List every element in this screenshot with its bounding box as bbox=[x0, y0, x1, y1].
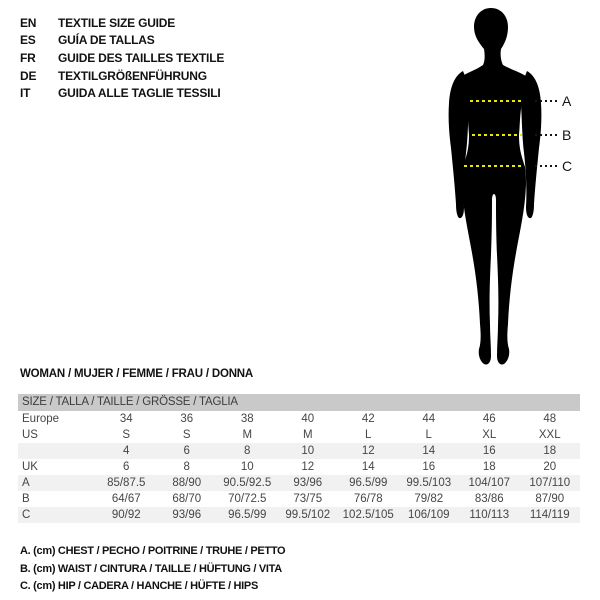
legend-row: A. (cm) CHEST / PECHO / POITRINE / TRUHE / PETTO bbox=[20, 545, 286, 557]
table-cell: 10 bbox=[240, 461, 254, 473]
table-row-label bbox=[18, 443, 96, 459]
measurement-legend bbox=[20, 545, 285, 598]
language-code: EN bbox=[20, 15, 37, 30]
table-cell: 70/72.5 bbox=[228, 493, 267, 505]
legend-row: B. (cm) WAIST / CINTURA / TAILLE / HÜFTUNG / VITA bbox=[20, 562, 282, 575]
table-row bbox=[18, 411, 580, 427]
table-cell: 16 bbox=[482, 445, 496, 457]
table-cell: 44 bbox=[422, 413, 436, 425]
table-cell: S bbox=[122, 429, 131, 441]
table-row-label: C bbox=[22, 509, 31, 521]
connector-line-a bbox=[535, 100, 558, 102]
table-cell: 114/119 bbox=[529, 509, 570, 521]
measure-line-b bbox=[472, 134, 522, 136]
measure-label-b: B bbox=[562, 127, 572, 143]
table-row-label: UK bbox=[22, 461, 38, 473]
table-row bbox=[18, 427, 580, 443]
table-cell: 14 bbox=[422, 445, 436, 457]
table-cell: 104/107 bbox=[468, 477, 511, 489]
silhouette-torso-path bbox=[455, 8, 534, 365]
table-cell: 68/70 bbox=[172, 493, 202, 505]
table-cell: 99.5/102 bbox=[285, 509, 331, 521]
table-cell: 38 bbox=[240, 413, 254, 425]
table-cell: 14 bbox=[361, 461, 375, 473]
size-table bbox=[18, 394, 580, 523]
table-cell: L bbox=[425, 429, 432, 441]
language-label: GUIDE DES TAILLES TEXTILE bbox=[58, 50, 225, 65]
table-cell: 48 bbox=[543, 413, 557, 425]
table-cell: 6 bbox=[123, 461, 130, 473]
language-code: FR bbox=[20, 50, 36, 65]
table-cell: 36 bbox=[180, 413, 194, 425]
gender-title: WOMAN / MUJER / FEMME / FRAU / DONNA bbox=[20, 368, 254, 380]
table-cell: 34 bbox=[119, 413, 133, 425]
table-cell: 12 bbox=[301, 461, 315, 473]
language-row bbox=[20, 32, 224, 50]
measure-line-c bbox=[464, 165, 524, 167]
table-cell: 88/90 bbox=[172, 477, 202, 489]
table-cell: 96.5/99 bbox=[349, 477, 388, 489]
table-cell: 102.5/105 bbox=[342, 509, 394, 521]
table-cell: 6 bbox=[183, 445, 190, 457]
language-label: GUÍA DE TALLAS bbox=[58, 33, 155, 48]
language-label: TEXTILGRÖßENFÜHRUNG bbox=[58, 68, 207, 83]
table-cell: 110/113 bbox=[469, 509, 510, 521]
connector-line-c bbox=[535, 165, 558, 167]
table-cell: 42 bbox=[361, 413, 375, 425]
language-list bbox=[20, 14, 224, 102]
table-cell: 40 bbox=[301, 413, 315, 425]
table-cell: M bbox=[302, 429, 313, 441]
table-row-label: A bbox=[22, 477, 30, 489]
table-cell: 8 bbox=[244, 445, 251, 457]
woman-silhouette bbox=[440, 4, 550, 370]
language-label: GUIDA ALLE TAGLIE TESSILI bbox=[58, 86, 221, 101]
table-row bbox=[18, 491, 580, 507]
body-figure bbox=[440, 4, 600, 370]
table-cell: XXL bbox=[538, 429, 561, 441]
table-row bbox=[18, 475, 580, 491]
language-code: ES bbox=[20, 33, 36, 48]
table-cell: S bbox=[182, 429, 191, 441]
table-row bbox=[18, 443, 580, 459]
table-cell: XL bbox=[482, 429, 497, 441]
size-table-rows bbox=[18, 411, 580, 523]
table-cell: 93/96 bbox=[172, 509, 202, 521]
size-table-header: SIZE / TALLA / TAILLE / GRÖSSE / TAGLIA bbox=[18, 394, 580, 411]
table-cell: 12 bbox=[361, 445, 375, 457]
connector-line-b bbox=[535, 134, 558, 136]
table-row bbox=[18, 459, 580, 475]
table-cell: 16 bbox=[422, 461, 436, 473]
language-row bbox=[20, 14, 224, 32]
language-code: IT bbox=[20, 86, 31, 101]
language-label: TEXTILE SIZE GUIDE bbox=[58, 15, 176, 30]
table-cell: 10 bbox=[301, 445, 315, 457]
table-cell: 18 bbox=[482, 461, 496, 473]
language-row bbox=[20, 84, 224, 102]
table-cell: M bbox=[242, 429, 253, 441]
language-row bbox=[20, 67, 224, 85]
table-cell: 18 bbox=[543, 445, 557, 457]
table-cell: 8 bbox=[183, 461, 190, 473]
table-cell: 96.5/99 bbox=[228, 509, 267, 521]
table-cell: 85/87.5 bbox=[107, 477, 146, 489]
measure-label-c: C bbox=[562, 158, 573, 174]
table-cell: 99.5/103 bbox=[406, 477, 452, 489]
measure-label-a: A bbox=[562, 93, 572, 109]
table-cell: 4 bbox=[123, 445, 130, 457]
table-cell: 76/78 bbox=[353, 493, 383, 505]
table-cell: 93/96 bbox=[293, 477, 323, 489]
table-cell: 79/82 bbox=[414, 493, 444, 505]
table-cell: 83/86 bbox=[474, 493, 504, 505]
table-row-label: Europe bbox=[22, 413, 60, 425]
table-cell: 106/109 bbox=[407, 509, 450, 521]
table-cell: L bbox=[365, 429, 372, 441]
table-cell: 73/75 bbox=[293, 493, 323, 505]
legend-row: C. (cm) HIP / CADERA / HANCHE / HÜFTE / HIPS bbox=[20, 580, 258, 593]
table-cell: 20 bbox=[543, 461, 557, 473]
table-cell: 87/90 bbox=[535, 493, 565, 505]
table-row-label: US bbox=[22, 429, 38, 441]
language-row bbox=[20, 49, 224, 67]
measure-line-a bbox=[470, 100, 524, 102]
table-row bbox=[18, 507, 580, 523]
table-row-label: B bbox=[22, 493, 30, 505]
table-cell: 107/110 bbox=[529, 477, 571, 489]
table-cell: 90.5/92.5 bbox=[223, 477, 272, 489]
table-cell: 64/67 bbox=[111, 493, 141, 505]
table-cell: 46 bbox=[482, 413, 496, 425]
language-code: DE bbox=[20, 68, 37, 83]
table-cell: 90/92 bbox=[111, 509, 141, 521]
